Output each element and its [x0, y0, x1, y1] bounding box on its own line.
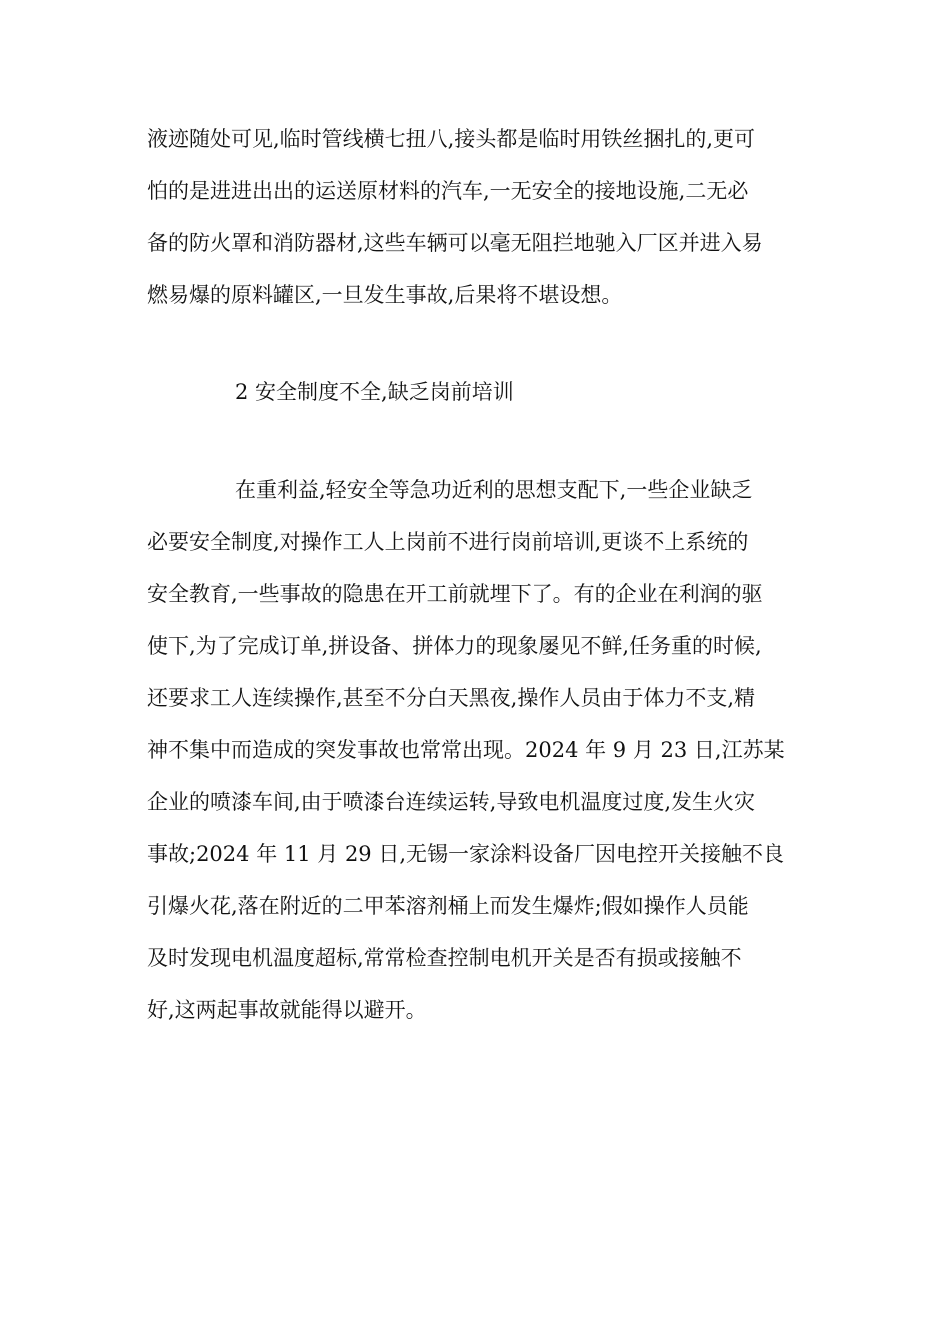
paragraph-line: 备的防火罩和消防器材,这些车辆可以毫无阻拦地驰入厂区并进入易	[147, 231, 763, 255]
paragraph-line: 燃易爆的原料罐区,一旦发生事故,后果将不堪设想。	[147, 283, 623, 307]
section-heading-text: 2 安全制度不全,缺乏岗前培训	[235, 380, 514, 404]
section-heading	[147, 366, 807, 418]
paragraph-1	[147, 113, 807, 321]
paragraph-line: 怕的是进进出出的运送原材料的汽车,一无安全的接地设施,二无必	[147, 179, 749, 203]
paragraph-line: 在重利益,轻安全等急功近利的思想支配下,一些企业缺乏	[235, 478, 753, 502]
paragraph-line: 引爆火花,落在附近的二甲苯溶剂桶上而发生爆炸;假如操作人员能	[147, 894, 749, 918]
paragraph-line: 及时发现电机温度超标,常常检查控制电机开关是否有损或接触不	[147, 946, 742, 970]
paragraph-line: 使下,为了完成订单,拼设备、拼体力的现象屡见不鲜,任务重的时候,	[147, 634, 762, 658]
paragraph-line: 好,这两起事故就能得以避开。	[147, 998, 427, 1022]
paragraph-line: 安全教育,一些事故的隐患在开工前就埋下了。有的企业在利润的驱	[147, 582, 763, 606]
paragraph-line: 还要求工人连续操作,甚至不分白天黑夜,操作人员由于体力不支,精	[147, 686, 756, 710]
paragraph-line: 神不集中而造成的突发事故也常常出现。2024 年 9 月 23 日,江苏某	[147, 738, 785, 762]
paragraph-line: 事故;2024 年 11 月 29 日,无锡一家涂料设备厂因电控开关接触不良	[147, 842, 785, 866]
paragraph-line: 必要安全制度,对操作工人上岗前不进行岗前培训,更谈不上系统的	[147, 530, 749, 554]
paragraph-line: 企业的喷漆车间,由于喷漆台连续运转,导致电机温度过度,发生火灾	[147, 790, 756, 814]
paragraph-2	[147, 464, 807, 1036]
paragraph-line: 液迹随处可见,临时管线横七扭八,接头都是临时用铁丝捆扎的,更可	[147, 127, 756, 151]
